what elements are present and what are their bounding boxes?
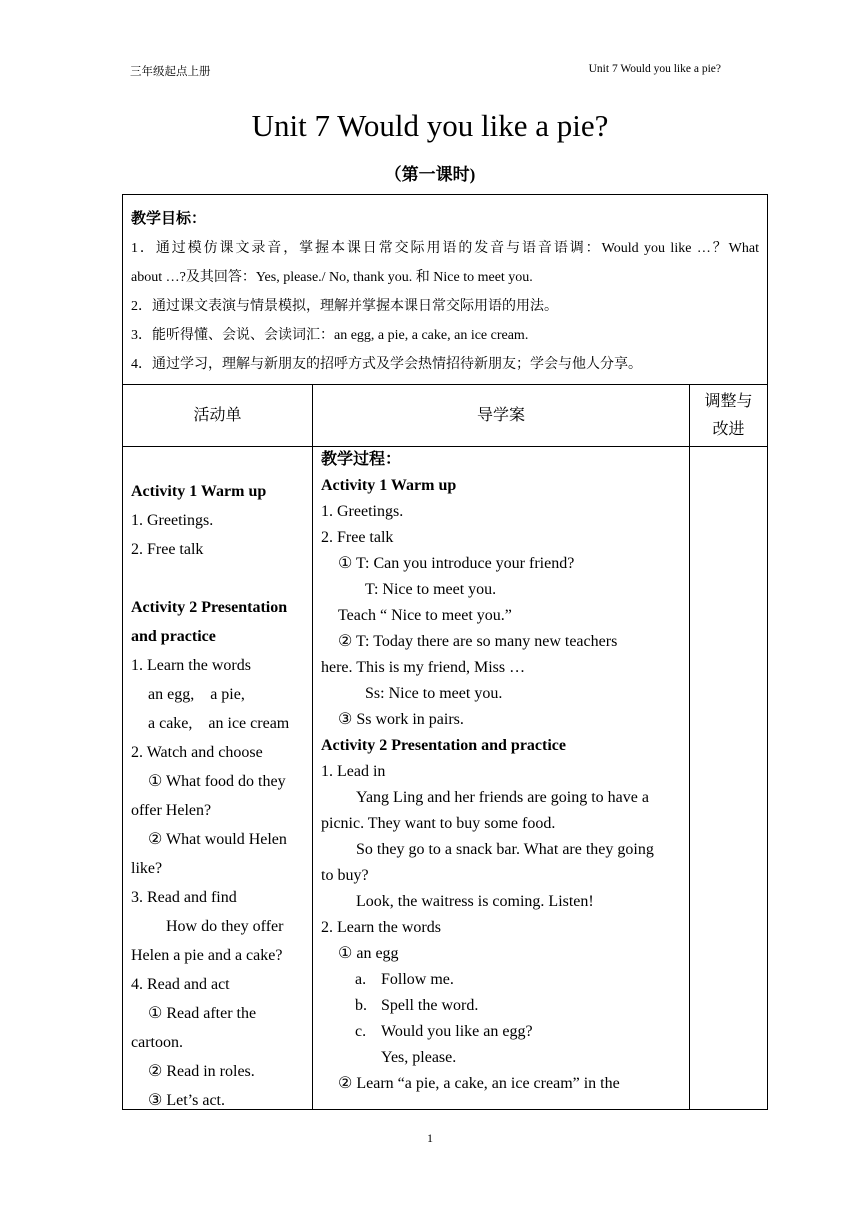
activity-line: How do they offer [166, 918, 284, 935]
guide-column [321, 447, 687, 1097]
subitem-text: Follow me. [381, 971, 454, 988]
activity-line: Activity 2 Presentation [131, 599, 288, 616]
activity-line: ③ Let’s act. [148, 1092, 225, 1109]
guide-line: picnic. They want to buy some food. [321, 815, 556, 832]
column-header-adjust [690, 385, 767, 446]
guide-line: ② Learn “a pie, a cake, an ice cream” in the [338, 1075, 620, 1092]
guide-line: 1. Greetings. [321, 503, 404, 520]
guide-line: here. This is my friend, Miss … [321, 659, 526, 676]
guide-line: ③ Ss work in pairs. [338, 711, 464, 728]
activity-line: cartoon. [131, 1034, 183, 1051]
subitem-text: Spell the word. [381, 997, 479, 1014]
guide-subitem-a [321, 967, 687, 993]
activity-line: 4. Read and act [131, 976, 230, 993]
guide-line: ② T: Today there are so many new teachers [338, 633, 618, 650]
guide-line: Yang Ling and her friends are going to have a [356, 789, 649, 806]
objective-1a: 1．通过模仿课文录音，掌握本课日常交际用语的发音与语音语调：Would you like …？What [131, 241, 759, 256]
lesson-table [122, 194, 768, 1110]
guide-line: 1. Lead in [321, 763, 386, 780]
column-header-activity: 活动单 [193, 406, 242, 424]
guide-line: Look, the waitress is coming. Listen! [356, 893, 594, 910]
column-header-adjust-line1: 调整与 [704, 392, 753, 410]
subitem-marker: c. [355, 1023, 367, 1040]
page-title: Unit 7 Would you like a pie? [251, 108, 609, 143]
guide-line: Ss: Nice to meet you. [365, 685, 503, 702]
guide-line: 2. Learn the words [321, 919, 441, 936]
objective-3: 3．能听得懂、会说、会读词汇：an egg, a pie, a cake, an ice cream. [131, 328, 529, 343]
subitem-marker: a. [355, 971, 367, 988]
header-right: Unit 7 Would you like a pie? [588, 63, 721, 75]
activity-line: like? [131, 860, 163, 877]
activity-line: ② Read in roles. [148, 1063, 255, 1080]
guide-line: 2. Free talk [321, 529, 394, 546]
activity-line: 2. Watch and choose [131, 744, 263, 761]
guide-subitem-b [321, 993, 687, 1019]
activity-line: 3. Read and find [131, 889, 237, 906]
column-header-guide: 导学案 [476, 406, 525, 424]
page-subtitle: （第一课时) [384, 165, 476, 184]
subitem-text: Would you like an egg? [381, 1023, 533, 1040]
guide-line: to buy? [321, 867, 369, 884]
guide-line: T: Nice to meet you. [365, 581, 497, 598]
objective-2: 2．通过课文表演与情景模拟，理解并掌握本课日常交际用语的用法。 [131, 299, 558, 314]
guide-line: Yes, please. [381, 1049, 457, 1066]
guide-line: Teach “ Nice to meet you.” [338, 607, 512, 624]
guide-line: ① T: Can you introduce your friend? [338, 555, 575, 572]
activity-line: 2. Free talk [131, 541, 204, 558]
objective-4: 4．通过学习，理解与新朋友的招呼方式及学会热情招待新朋友；学会与他人分享。 [131, 357, 642, 372]
objectives-section [123, 195, 767, 385]
guide-activity2-heading: Activity 2 Presentation and practice [321, 737, 566, 754]
objectives-heading: 教学目标： [131, 211, 207, 227]
guide-line: ① an egg [338, 945, 399, 962]
activity-line: Helen a pie and a cake? [131, 947, 283, 964]
activity-line: ① What food do they [148, 773, 286, 790]
objective-1b: about …?及其回答：Yes, please./ No, thank you. 和 Nice to meet you. [131, 270, 533, 285]
activity-line: and practice [131, 628, 216, 645]
activity-line: ① Read after the [148, 1005, 257, 1022]
column-divider-1 [312, 385, 313, 1109]
column-header-adjust-line2: 改进 [712, 420, 745, 438]
activity-line: offer Helen? [131, 802, 212, 819]
activity-line: 1. Greetings. [131, 512, 214, 529]
guide-subitem-c [321, 1019, 687, 1045]
guide-line: So they go to a snack bar. What are they going [356, 841, 654, 858]
activity-line: a cake, an ice cream [148, 715, 290, 732]
activity-line: 1. Learn the words [131, 657, 251, 674]
header-left: 三年级起点上册 [130, 66, 211, 78]
activity-sheet-column [131, 477, 309, 1115]
guide-activity1-heading: Activity 1 Warm up [321, 477, 457, 494]
subitem-marker: b. [355, 997, 367, 1014]
activity-line: Activity 1 Warm up [131, 483, 267, 500]
activity-line: ② What would Helen [148, 831, 287, 848]
column-divider-2 [689, 385, 690, 1109]
activity-line: an egg, a pie, [148, 686, 245, 703]
guide-process-heading: 教学过程： [321, 451, 402, 468]
page-number: 1 [427, 1131, 433, 1145]
